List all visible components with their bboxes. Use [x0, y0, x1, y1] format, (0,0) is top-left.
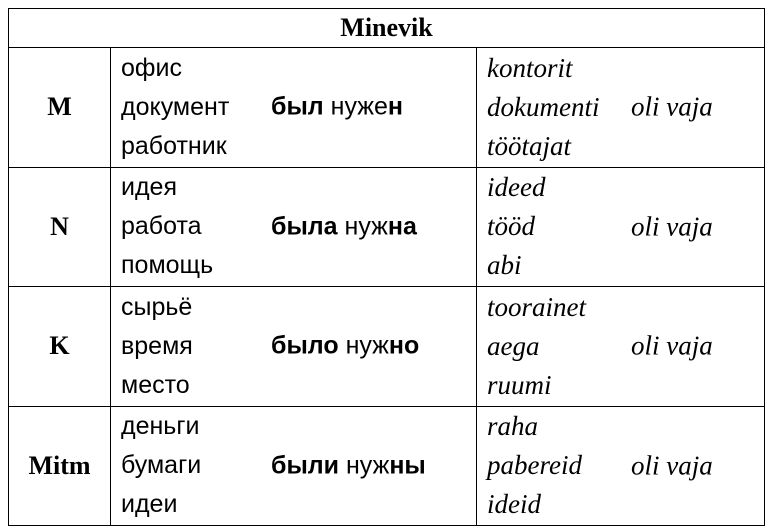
estonian-word: ideid [487, 489, 541, 520]
russian-word: идея [121, 173, 177, 202]
predicate-ending: на [387, 212, 417, 241]
estonian-word: kontorit [487, 52, 573, 83]
gender-label: Mitm [9, 406, 111, 526]
estonian-word: dokumenti [487, 91, 600, 122]
russian-predicate [271, 332, 419, 361]
predicate-stem: нуже [330, 92, 388, 121]
gender-label: N [9, 167, 111, 287]
russian-word: работник [121, 131, 227, 160]
predicate-stem: нуж [345, 331, 389, 360]
estonian-word: raha [487, 411, 539, 442]
russian-word: идеи [121, 490, 178, 519]
estonian-word: töötajat [487, 130, 572, 161]
russian-predicate [271, 451, 426, 480]
russian-word: бумаги [121, 451, 202, 480]
table-title-row [9, 9, 765, 48]
estonian-word: tööd [487, 211, 536, 242]
gender-label: K [9, 287, 111, 407]
russian-word: документ [121, 92, 230, 121]
estonian-word-list [477, 407, 764, 524]
estonian-word: toorainet [487, 291, 586, 322]
estonian-word-list [477, 168, 764, 285]
grammar-table [8, 8, 765, 526]
predicate-ending: но [388, 331, 420, 360]
russian-cell [111, 167, 477, 287]
russian-cell [111, 287, 477, 407]
russian-cell [111, 48, 477, 168]
russian-cell [111, 406, 477, 526]
russian-word: время [121, 331, 193, 360]
estonian-word-list [477, 288, 764, 405]
russian-word: сырьё [121, 292, 193, 321]
table-row [9, 287, 765, 407]
table-row [9, 406, 765, 526]
estonian-word: pabereid [487, 450, 582, 481]
estonian-cell [477, 406, 765, 526]
predicate-stem: нуж [346, 451, 390, 480]
estonian-predicate: oli vaja [631, 91, 713, 122]
russian-word: место [121, 370, 190, 399]
predicate-auxiliary: был [271, 92, 324, 121]
estonian-word: abi [487, 250, 522, 281]
russian-word: деньги [121, 412, 200, 441]
estonian-predicate: oli vaja [631, 330, 713, 361]
estonian-word: ruumi [487, 369, 552, 400]
predicate-auxiliary: были [271, 451, 340, 480]
table-title: Minevik [9, 9, 765, 48]
estonian-cell [477, 167, 765, 287]
estonian-predicate: oli vaja [631, 450, 713, 481]
estonian-word-list [477, 49, 764, 166]
estonian-predicate: oli vaja [631, 211, 713, 242]
gender-label: M [9, 48, 111, 168]
russian-word: помощь [121, 251, 214, 280]
table-row [9, 167, 765, 287]
estonian-word: ideed [487, 172, 546, 203]
predicate-ending: н [387, 92, 403, 121]
russian-word: офис [121, 53, 182, 82]
estonian-cell [477, 48, 765, 168]
predicate-stem: нуж [344, 212, 388, 241]
predicate-ending: ны [389, 451, 426, 480]
predicate-auxiliary: была [271, 212, 338, 241]
estonian-word: aega [487, 330, 540, 361]
russian-predicate [271, 93, 403, 122]
estonian-cell [477, 287, 765, 407]
predicate-auxiliary: было [271, 331, 339, 360]
table-row [9, 48, 765, 168]
russian-predicate [271, 212, 417, 241]
russian-word: работа [121, 212, 202, 241]
